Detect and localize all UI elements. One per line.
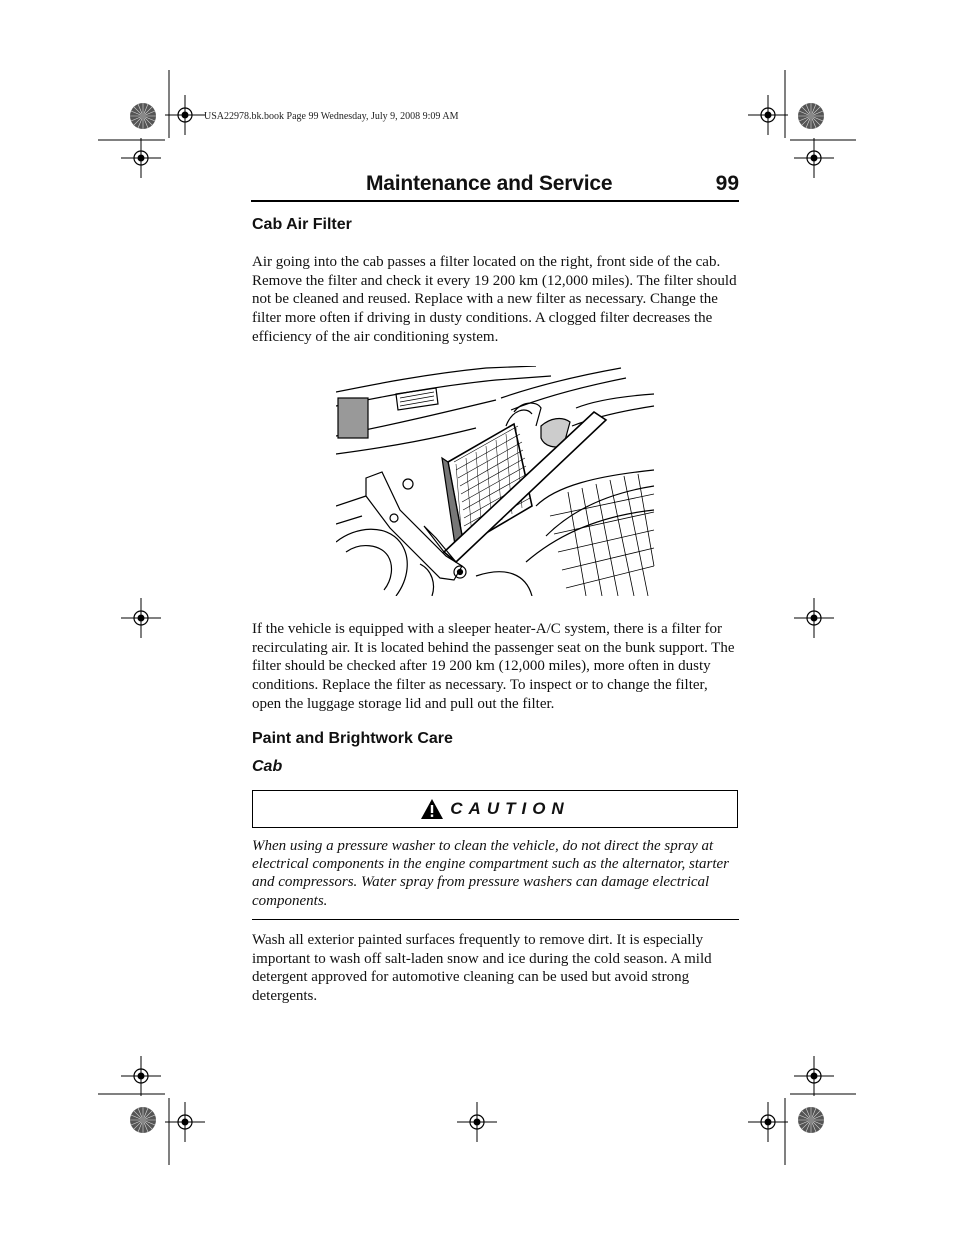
- cab-air-filter-illustration: [336, 366, 656, 596]
- sleeper-filter-paragraph: If the vehicle is equipped with a sleeper heater-A/C system, there is a filter for recirculating air. It is located behind the passenger seat on the bunk support. The filter should be checked after 19 200 km (12,000 miles), more often in dusty conditions. Replace the filter as necessary. To inspect or to change the filter, open the luggage storage lid and pull out the filter.: [252, 621, 735, 712]
- warning-triangle-icon: [420, 798, 444, 820]
- caution-label: CAUTION: [450, 799, 570, 818]
- cab-subheading: Cab: [252, 758, 283, 775]
- caution-text: When using a pressure washer to clean the vehicle, do not direct the spray at electrical components in the engine compartment such as the alternator, starter and compressors. Water spray from pressure washers can damage electrical components.: [252, 838, 730, 909]
- cab-air-filter-paragraph: Air going into the cab passes a filter located on the right, front side of the cab. Remove the filter and check it every 19 200 km (12,000 miles). The filter should not be cleaned and reused. Replace with a new filter as necessary. Change the filter more often if driving in dusty conditions. A clogged filter decreases the efficiency of the air conditioning system.: [252, 254, 737, 345]
- page-header: [251, 171, 739, 202]
- section-title: Maintenance and Service: [366, 172, 613, 195]
- page-number: 99: [715, 172, 739, 195]
- wash-paragraph: Wash all exterior painted surfaces frequently to remove dirt. It is especially important to wash off salt-laden snow and ice during the cold season. A mild detergent approved for automotive cleaning can be used but avoid strong detergents.: [252, 932, 712, 1005]
- paint-care-heading: Paint and Brightwork Care: [252, 730, 453, 747]
- divider: [252, 919, 739, 920]
- caution-box: [252, 790, 738, 828]
- book-file-info: USA22978.bk.book Page 99 Wednesday, July 9, 2008 9:09 AM: [204, 111, 459, 122]
- cab-air-filter-heading: Cab Air Filter: [252, 216, 352, 233]
